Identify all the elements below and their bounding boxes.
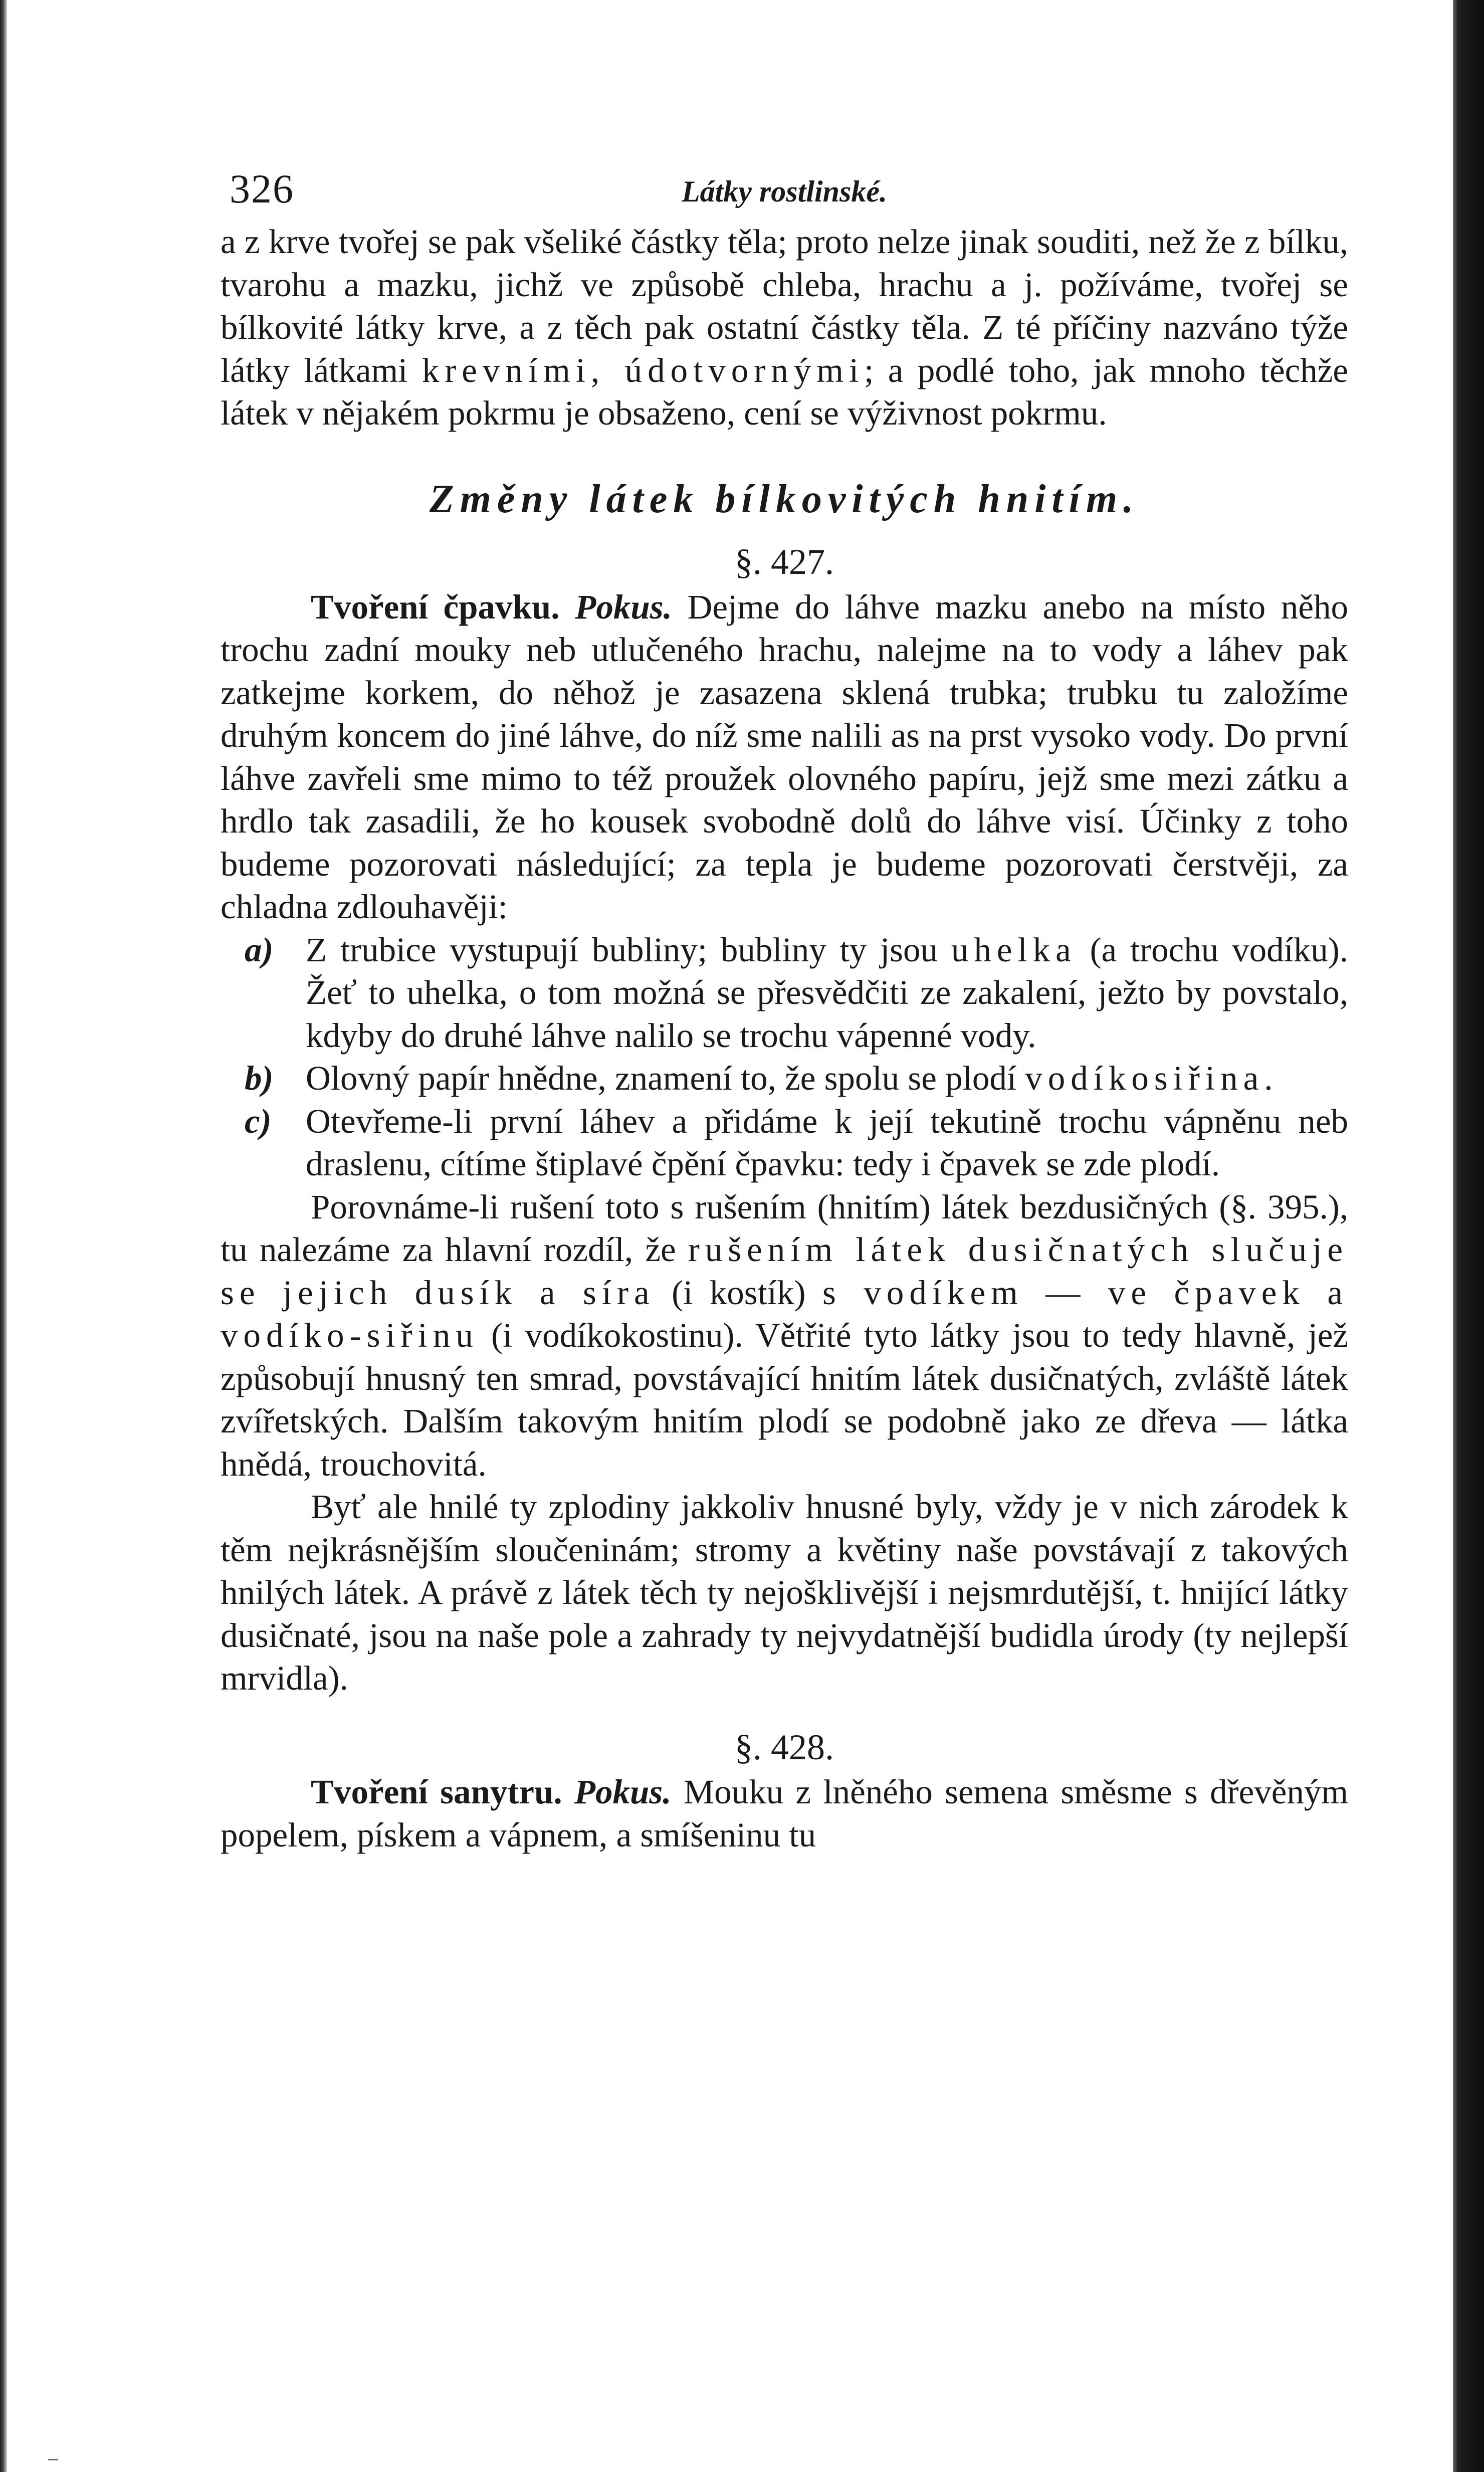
list-item-text: .	[1264, 1059, 1273, 1097]
list-item-emphasis: uhelka	[951, 930, 1077, 969]
margin-mark: –	[48, 2446, 58, 2469]
comparison-text-2: (i kostík)	[655, 1273, 822, 1312]
comparison-text-1: Porovnáme-li rušení toto s rušením (hnitím) látek bezdusičných (§. 395.), tu nalezáme za hlavní rozdíl, že	[221, 1187, 1348, 1269]
running-title: Látky rostlinské.	[681, 175, 887, 208]
comparison-emphasis-1: rušením látek dusičnatých slučuje se jejich dusík a síra	[221, 1230, 1348, 1312]
intro-text-2: ; a podlé toho, jak mnoho těchže látek v nějakém pokrmu je obsaženo, cení se výživnost pokrmu.	[221, 351, 1348, 432]
section-428-paragraph	[221, 1771, 1348, 1857]
list-item-label: c)	[245, 1102, 272, 1140]
intro-emphasis: krevními, údotvornými	[421, 351, 865, 389]
list-item	[221, 1057, 1348, 1100]
section-428-body: Mouku z lněného semena směsme s dřevěným popelem, pískem a vápnem, a smíšeninu tu	[221, 1773, 1348, 1854]
section-427-pokus: Pokus.	[575, 587, 672, 626]
list-item-label: a)	[245, 930, 274, 969]
list-item	[221, 1100, 1348, 1186]
chapter-heading: Změny látek bílkovitých hnitím.	[429, 477, 1140, 521]
book-page	[221, 165, 1348, 1857]
list-item-label: b)	[245, 1059, 274, 1097]
intro-paragraph	[221, 221, 1348, 435]
comparison-text-3: (i vodíkokostinu). Větřité tyto látky jsou to tedy hlavně, jež způsobují hnusný ten smrad, povstávající hnitím látek dusičnatých, zvláště látek zvířetských. Dalším takovým hnitím plodí se podobně jako ze dřeva — látka hnědá, trouchovitá.	[221, 1316, 1348, 1483]
section-number-428: §. 428.	[735, 1727, 834, 1767]
intro-text-1: a z krve tvořej se pak všeliké částky těla; proto nelze jinak souditi, než že z bílku, tvarohu a mazku, jichž ve způsobě chleba, hrachu a j. požíváme, tvořej se bílkovité látky krve, a z těch pak ostatní částky těla. Z té příčiny nazváno týže látky látkami	[221, 223, 1348, 389]
list-item-text: (a trochu vodíku). Žeť to uhelka, o tom možná se přesvědčiti ze zakalení, ježto by povstalo, kdyby do druhé láhve nalilo se trochu vápenné vody.	[306, 930, 1348, 1055]
scan-right-edge	[1453, 0, 1484, 2472]
scan-left-edge	[0, 0, 7, 2472]
list-item-text: Otevřeme-li první láhev a přidáme k její tekutině trochu vápněnu neb draslenu, cítíme štiplavé čpění čpavku: tedy i čpavek se zde plodí.	[306, 1102, 1348, 1183]
list-item-text: Olovný papír hnědne, znamení to, že spolu se plodí	[306, 1059, 1025, 1097]
page-text	[221, 221, 1348, 1857]
page-number: 326	[230, 166, 294, 212]
section-427-title: Tvoření čpavku.	[311, 587, 560, 626]
section-427-body: Dejme do láhve mazku anebo na místo něho trochu zadní mouky neb utlučeného hrachu, nalejme na to vody a láhev pak zatkejme korkem, do něhož je zasazena sklená trubka; trubku tu založíme druhým koncem do jiné láhve, do níž sme nalili as na prst vysoko vody. Do první láhve zavřeli sme mimo to též proužek olovného papíru, jejž sme mezi zátku a hrdlo tak zasadili, že ho kousek svobodně dolů do láhve visí. Účinky z toho budeme pozorovati následující; za tepla je budeme pozorovati čerstvěji, za chladna zdlouhavěji:	[221, 587, 1348, 926]
list-item	[221, 929, 1348, 1058]
list-item-text: Z trubice vystupují bubliny; bubliny ty jsou	[306, 930, 951, 969]
section-428-pokus: Pokus.	[574, 1773, 672, 1811]
comparison-emphasis-2: s vodíkem — ve čpavek a vodíko-siřinu	[221, 1273, 1348, 1354]
running-head	[221, 165, 1348, 221]
comparison-paragraph	[221, 1186, 1348, 1486]
section-427-paragraph	[221, 586, 1348, 929]
section-number-427: §. 427.	[735, 542, 834, 582]
fertilizer-paragraph: Byť ale hnilé ty zplodiny jakkoliv hnusné byly, vždy je v nich zárodek k těm nejkrásnějším sloučeninám; stromy a květiny naše povstávají z takových hnilých látek. A právě z látek těch ty nejošklivější i nejsmrdutější, t. hnijící látky dusičnaté, jsou na naše pole a zahrady ty nejvydatnější budidla úrody (ty nejlepší mrvidla).	[221, 1488, 1348, 1697]
section-428-title: Tvoření sanytru.	[311, 1773, 562, 1811]
list-item-emphasis: vodíkosiřina	[1025, 1059, 1264, 1097]
